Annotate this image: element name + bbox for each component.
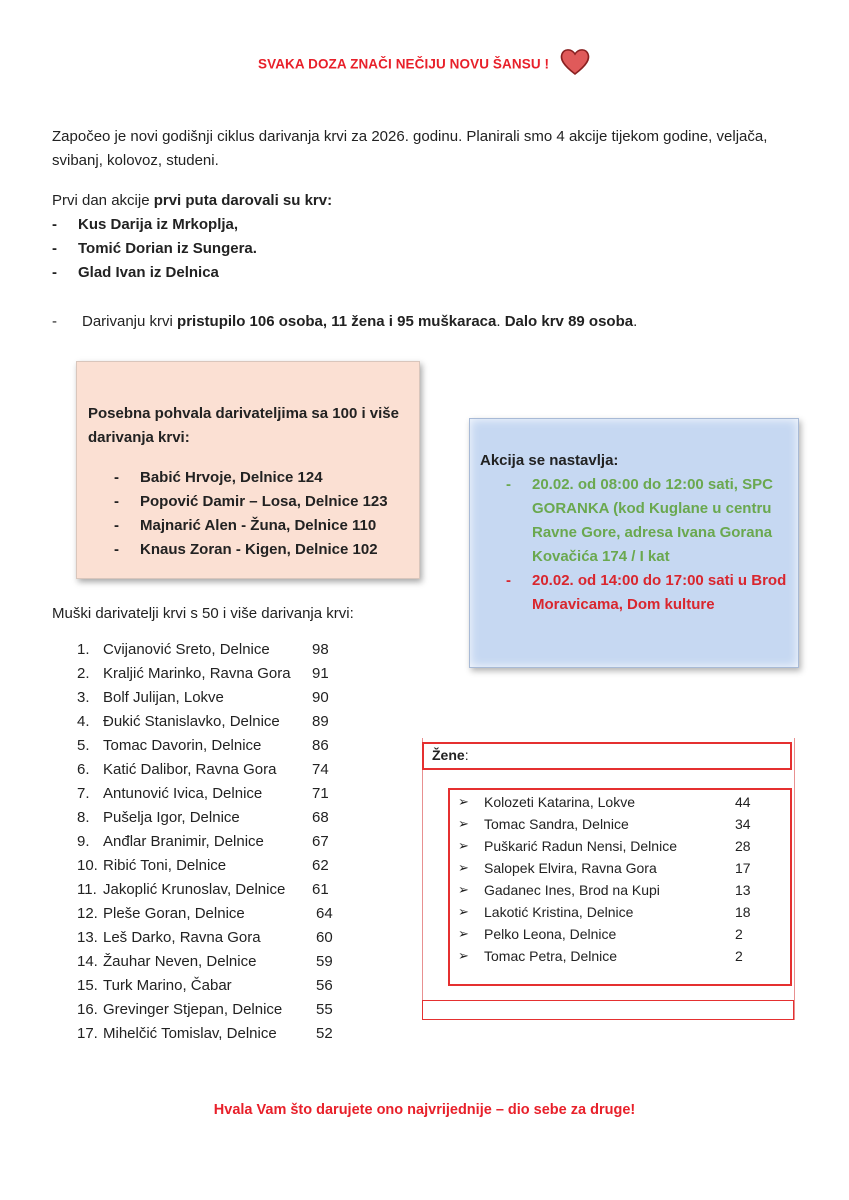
men-row-number: 12. <box>77 905 98 922</box>
men-row <box>77 974 333 998</box>
men-row-number: 4. <box>77 713 90 730</box>
praise-item: - Knaus Zoran - Kigen, Delnice 102 <box>88 538 418 562</box>
men-row-number: 5. <box>77 737 90 754</box>
women-row-value: 2 <box>735 926 743 942</box>
praise-list <box>88 466 418 562</box>
arrow-bullet-icon: ➢ <box>458 816 469 831</box>
men-row <box>77 782 329 806</box>
men-row <box>77 926 333 950</box>
title-text: SVAKA DOZA ZNAČI NEČIJU NOVU ŠANSU ! <box>258 56 550 72</box>
men-row-number: 3. <box>77 689 90 706</box>
men-row-name: Antunović Ivica, Delnice <box>103 785 263 802</box>
men-row-name: Mihelčić Tomislav, Delnice <box>103 1025 277 1042</box>
women-row <box>458 857 788 879</box>
men-row-name: Cvijanović Sreto, Delnice <box>103 641 270 658</box>
men-row <box>77 662 329 686</box>
women-row-name: Puškarić Radun Nensi, Delnice <box>484 838 677 854</box>
intro-paragraph: Započeo je novi godišnji ciklus darivanja krvi za 2026. godinu. Planirali smo 4 akcije tijekom godine, veljača, svibanj, kolovoz, studeni. <box>52 128 768 169</box>
men-row <box>77 1022 333 1046</box>
men-row-number: 13. <box>77 929 98 946</box>
first-time-lead-bold: prvi puta darovali su krv: <box>153 192 333 209</box>
women-row-value: 17 <box>735 860 751 876</box>
women-row <box>458 791 788 813</box>
men-row-name: Pušelja Igor, Delnice <box>103 809 240 826</box>
arrow-bullet-icon: ➢ <box>458 882 469 897</box>
men-row-number: 2. <box>77 665 90 682</box>
women-row <box>458 945 788 967</box>
men-row-value: 86 <box>312 737 329 754</box>
action-list <box>480 473 790 617</box>
women-row-name: Pelko Leona, Delnice <box>484 926 617 942</box>
men-row-value: 89 <box>312 713 329 730</box>
men-row <box>77 758 329 782</box>
men-row-value: 56 <box>316 977 333 994</box>
women-row-value: 34 <box>735 816 751 832</box>
men-row-value: 74 <box>312 761 329 778</box>
men-list <box>77 638 333 1046</box>
women-heading-text: Žene <box>432 747 465 763</box>
action-item-1 <box>480 473 790 569</box>
men-row-name: Katić Dalibor, Ravna Gora <box>103 761 277 778</box>
arrow-bullet-icon: ➢ <box>458 838 469 853</box>
men-row <box>77 734 329 758</box>
men-row-name: Grevinger Stjepan, Delnice <box>103 1001 283 1018</box>
men-row <box>77 902 333 926</box>
women-row-name: Gadanec Ines, Brod na Kupi <box>484 882 660 898</box>
women-heading-box <box>422 742 792 770</box>
men-row-value: 55 <box>316 1001 333 1018</box>
action-item-1-text: 20.02. od 08:00 do 12:00 sati, SPC GORANKA (kod Kuglane u centru Ravne Gore, adresa Ivana Gorana Kovačića 174 / I kat <box>532 476 773 565</box>
men-row-number: 17. <box>77 1025 98 1042</box>
men-row-value: 98 <box>312 641 329 658</box>
summary-text-1: Darivanju krvi <box>82 313 178 330</box>
men-row-name: Đukić Stanislavko, Delnice <box>103 713 280 730</box>
men-row-name: Pleše Goran, Delnice <box>103 905 245 922</box>
summary-text-3: . <box>633 313 638 330</box>
men-row-number: 14. <box>77 953 98 970</box>
women-row <box>458 835 788 857</box>
praise-item: - Babić Hrvoje, Delnice 124 <box>88 466 418 490</box>
men-row-number: 1. <box>77 641 90 658</box>
women-heading-colon: : <box>464 747 469 763</box>
summary-bold-1: pristupilo 106 osoba, 11 žena i 95 muškaraca <box>177 313 497 330</box>
men-heading: Muški darivatelji krvi s 50 i više darivanja krvi: <box>52 605 354 622</box>
women-list-box <box>448 788 792 986</box>
arrow-bullet-icon: ➢ <box>458 926 469 941</box>
first-time-lead: Prvi dan akcije <box>52 192 154 209</box>
summary-bold-2: Dalo krv 89 osoba <box>504 313 634 330</box>
men-row-value: 68 <box>312 809 329 826</box>
men-row <box>77 710 329 734</box>
action-dash-2: - <box>506 572 511 589</box>
action-box <box>469 418 799 668</box>
women-row-name: Tomac Petra, Delnice <box>484 948 618 964</box>
men-row-value: 67 <box>312 833 329 850</box>
page-title <box>0 54 849 76</box>
women-bottom-box <box>422 1000 794 1020</box>
arrow-bullet-icon: ➢ <box>458 904 469 919</box>
men-row-name: Anđlar Branimir, Delnice <box>103 833 264 850</box>
men-row-value: 71 <box>312 785 329 802</box>
summary-text-2: . <box>496 313 505 330</box>
women-row <box>458 923 788 945</box>
action-box-title: Akcija se nastavlja: <box>480 452 619 469</box>
praise-box-title: Posebna pohvala darivateljima sa 100 i više darivanja krvi: <box>88 405 399 446</box>
women-row-value: 18 <box>735 904 751 920</box>
men-row-name: Žauhar Neven, Delnice <box>103 953 257 970</box>
men-row-number: 8. <box>77 809 90 826</box>
men-row-value: 62 <box>312 857 329 874</box>
women-row-name: Lakotić Kristina, Delnice <box>484 904 634 920</box>
men-row-name: Turk Marino, Čabar <box>103 977 232 994</box>
women-row-value: 2 <box>735 948 743 964</box>
women-row <box>458 901 788 923</box>
men-row <box>77 854 329 878</box>
first-time-donor: - Glad Ivan iz Delnica <box>26 261 812 285</box>
men-row <box>77 830 329 854</box>
arrow-bullet-icon: ➢ <box>458 860 469 875</box>
men-row <box>77 878 329 902</box>
men-row-value: 61 <box>312 881 329 898</box>
men-row-value: 91 <box>312 665 329 682</box>
men-row <box>77 998 333 1022</box>
men-row-number: 6. <box>77 761 90 778</box>
praise-item: - Popović Damir – Losa, Delnice 123 <box>88 490 418 514</box>
men-row-value: 64 <box>316 905 333 922</box>
action-dash-1: - <box>506 476 511 493</box>
women-list <box>458 791 788 967</box>
men-row-number: 7. <box>77 785 90 802</box>
first-time-heading <box>52 189 812 213</box>
praise-box <box>76 361 420 579</box>
men-row <box>77 638 329 662</box>
men-row-number: 15. <box>77 977 98 994</box>
first-time-donor: - Kus Darija iz Mrkoplja, <box>26 213 812 237</box>
men-row-number: 11. <box>77 881 97 898</box>
women-row-value: 13 <box>735 882 751 898</box>
men-row <box>77 806 329 830</box>
men-row-value: 52 <box>316 1025 333 1042</box>
women-row <box>458 879 788 901</box>
first-time-donor: - Tomić Dorian iz Sungera. <box>26 237 812 261</box>
women-row <box>458 813 788 835</box>
men-row <box>77 686 329 710</box>
arrow-bullet-icon: ➢ <box>458 794 469 809</box>
men-row-name: Leš Darko, Ravna Gora <box>103 929 261 946</box>
men-row-name: Ribić Toni, Delnice <box>103 857 227 874</box>
women-row-name: Tomac Sandra, Delnice <box>484 816 629 832</box>
women-row-value: 28 <box>735 838 751 854</box>
men-row-number: 16. <box>77 1001 98 1018</box>
women-row-name: Kolozeti Katarina, Lokve <box>484 794 635 810</box>
summary-item <box>26 310 812 334</box>
footer-thanks: Hvala Vam što darujete ono najvrijednije – dio sebe za druge! <box>213 1102 636 1118</box>
men-row-name: Jakoplić Krunoslav, Delnice <box>103 881 286 898</box>
first-time-section <box>52 189 812 285</box>
men-row-name: Kraljić Marinko, Ravna Gora <box>103 665 291 682</box>
heart-icon <box>559 48 591 76</box>
men-row-name: Bolf Julijan, Lokve <box>103 689 224 706</box>
men-row-number: 9. <box>77 833 90 850</box>
women-row-value: 44 <box>735 794 751 810</box>
men-row-value: 59 <box>316 953 333 970</box>
arrow-bullet-icon: ➢ <box>458 948 469 963</box>
action-item-2-text: 20.02. od 14:00 do 17:00 sati u Brod Moravicama, Dom kulture <box>532 572 787 613</box>
men-row-name: Tomac Davorin, Delnice <box>103 737 262 754</box>
first-time-list <box>26 213 812 285</box>
men-row-value: 90 <box>312 689 329 706</box>
men-row-value: 60 <box>316 929 333 946</box>
praise-item: - Majnarić Alen - Žuna, Delnice 110 <box>88 514 418 538</box>
men-row <box>77 950 333 974</box>
women-row-name: Salopek Elvira, Ravna Gora <box>484 860 657 876</box>
summary-line <box>52 310 812 334</box>
women-heading <box>432 747 469 763</box>
men-row-number: 10. <box>77 857 98 874</box>
